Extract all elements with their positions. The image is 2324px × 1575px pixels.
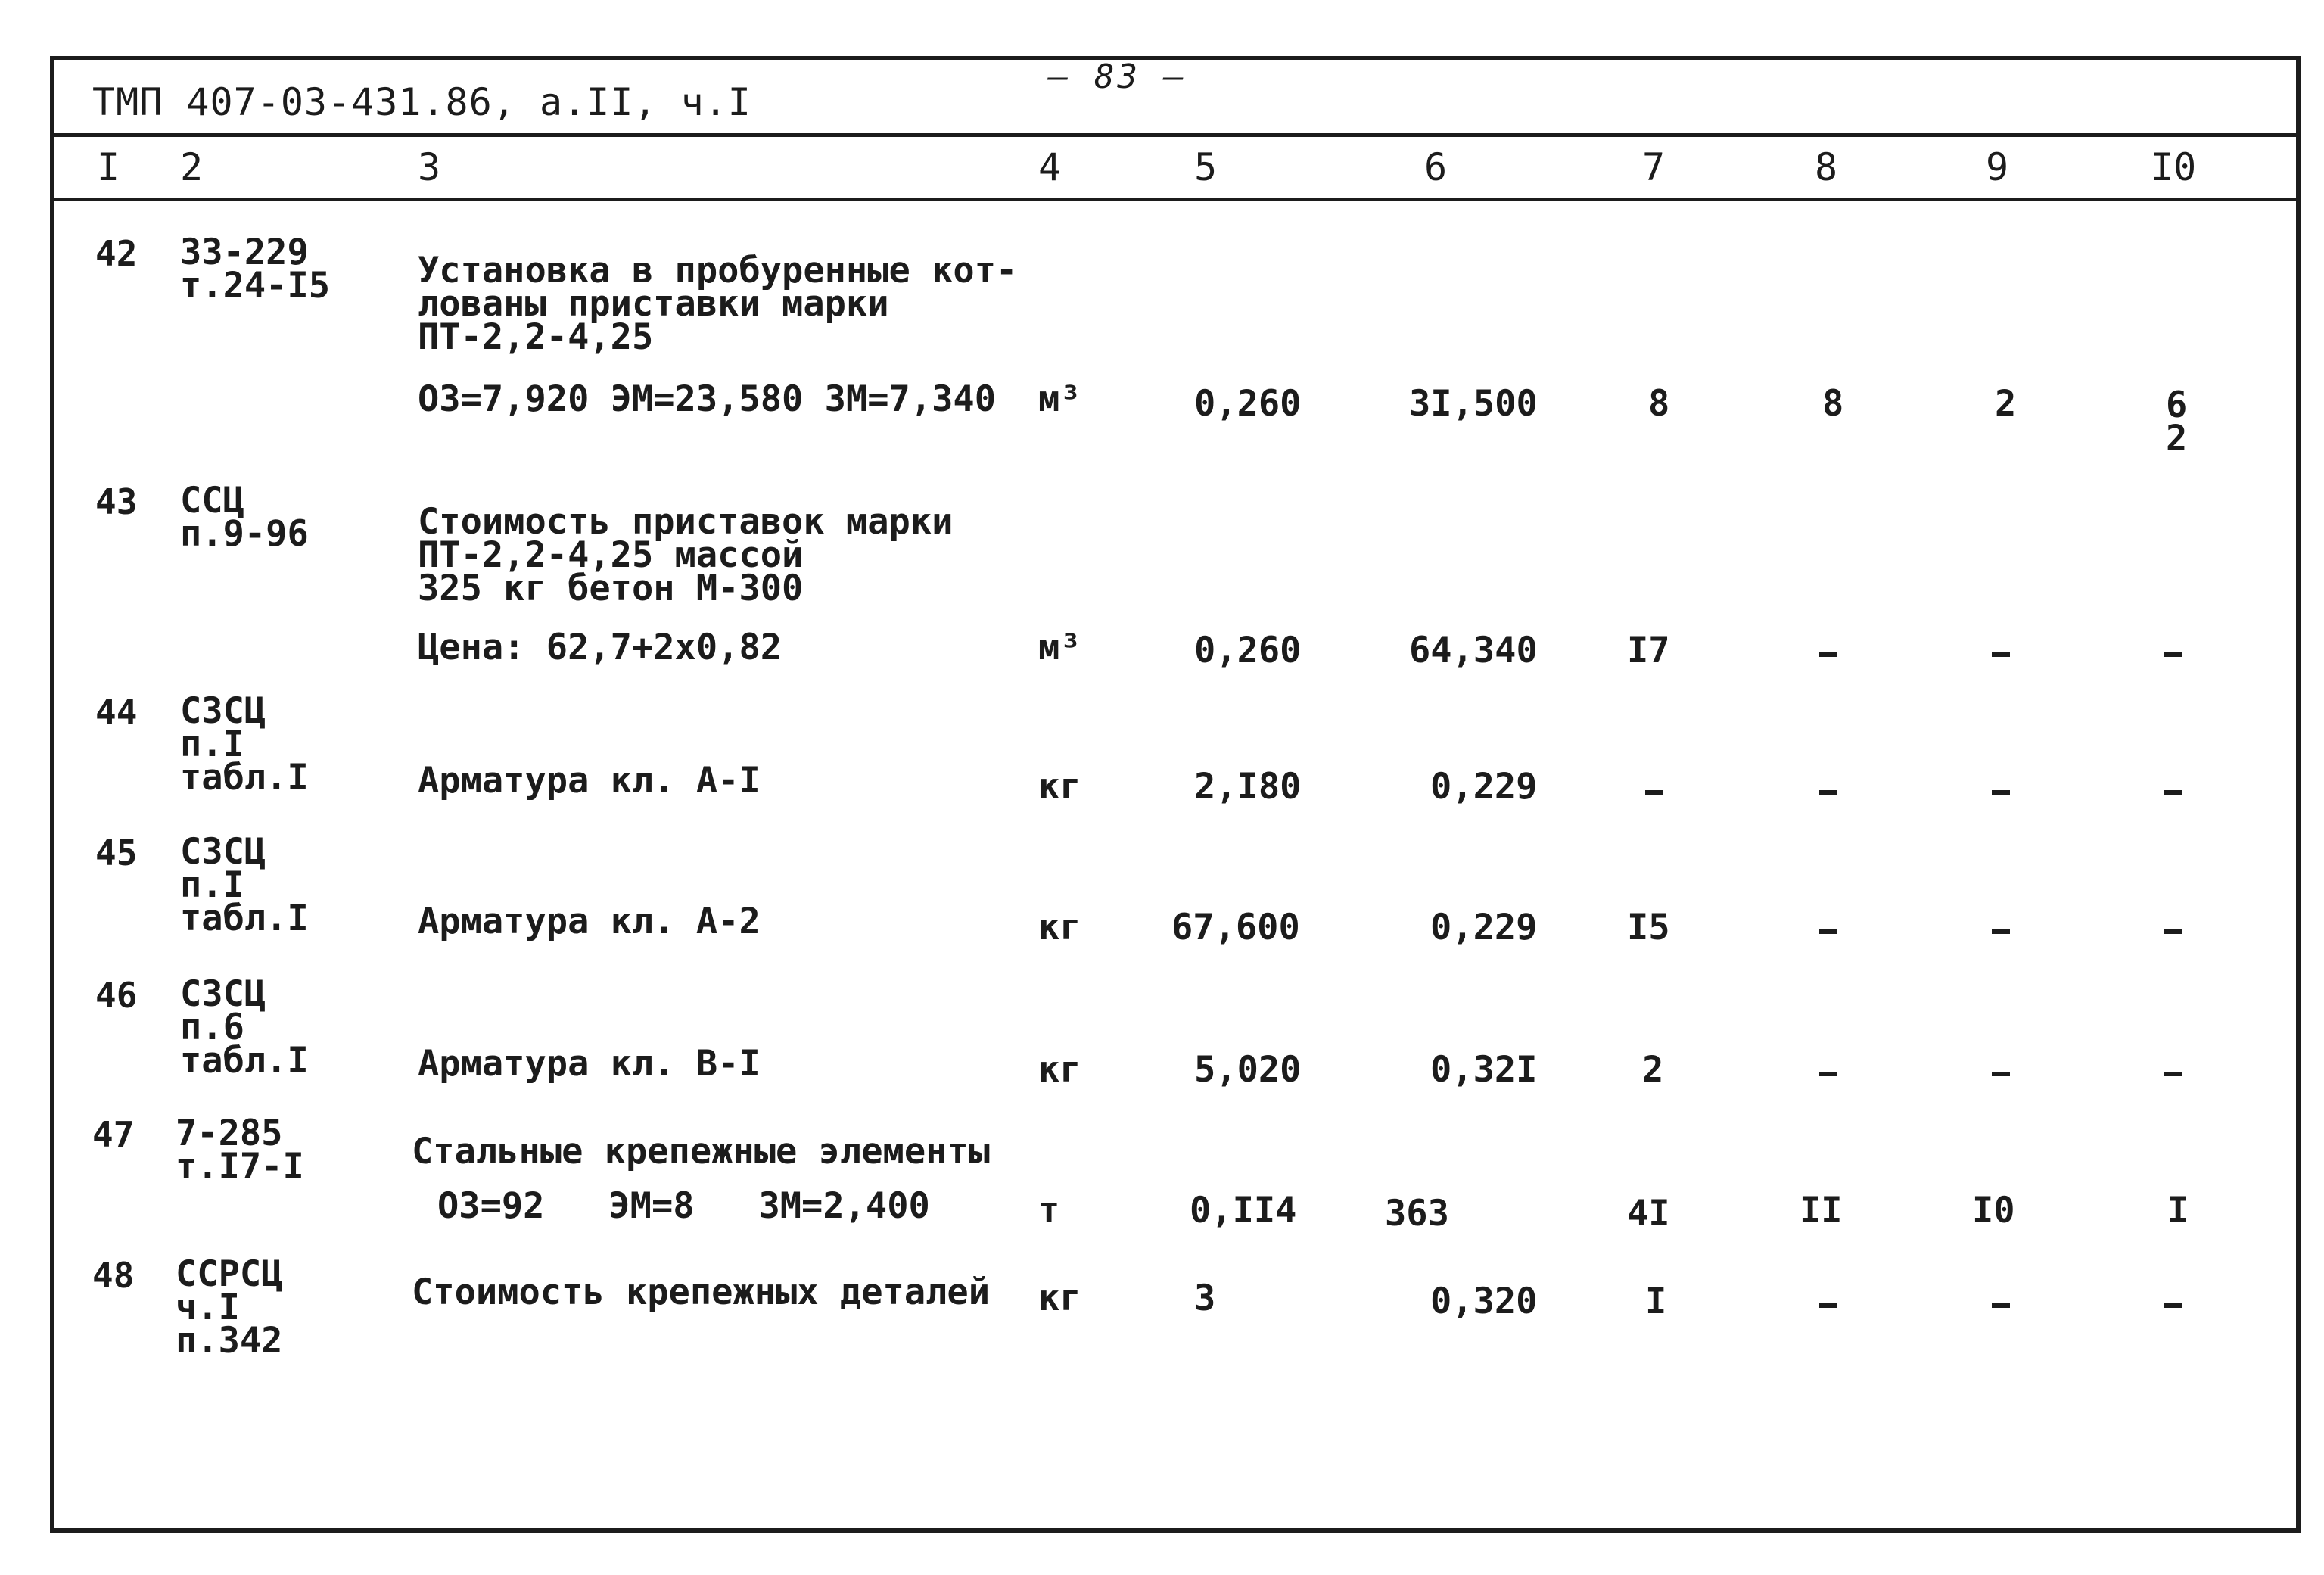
unit: кг (1038, 1278, 1081, 1319)
page-number: – 83 – (1048, 58, 1187, 96)
col9-dash (1992, 1072, 2010, 1076)
column-header-2: 2 (180, 145, 204, 189)
column-header-9: 9 (1986, 145, 2009, 189)
column-header-1: I (97, 145, 120, 189)
col7-value: 4I (1627, 1193, 1670, 1234)
col10-dash (2164, 652, 2182, 657)
unit-cost: 0,229 (1430, 766, 1538, 808)
quantity: 0,260 (1194, 383, 1302, 425)
norm-code: ССЦ п.9-96 (180, 480, 309, 555)
column-header-7: 7 (1642, 145, 1666, 189)
header-rule (50, 133, 2301, 137)
norm-code: 7-285 т.I7-I (176, 1113, 304, 1187)
unit: кг (1038, 907, 1081, 948)
col10-value: 6 2 (2166, 384, 2188, 459)
quantity: 0,260 (1194, 630, 1302, 671)
col9-dash (1992, 1303, 2010, 1308)
row-number: 43 (95, 481, 138, 522)
col9-value: I0 (1972, 1190, 2015, 1231)
column-header-3: 3 (418, 145, 441, 189)
unit: кг (1038, 766, 1081, 808)
calculation-note: ОЗ=92 ЭМ=8 ЗМ=2,400 (437, 1185, 930, 1227)
calculation-note: ОЗ=7,920 ЭМ=23,580 ЗМ=7,340 (418, 378, 997, 420)
column-header-4: 4 (1038, 145, 1062, 189)
work-description: Арматура кл. В-I (418, 1043, 761, 1085)
row-number: 47 (92, 1114, 135, 1155)
col10-dash (2164, 1303, 2182, 1308)
col10-dash (2164, 929, 2182, 934)
quantity: 0,II4 (1190, 1190, 1297, 1231)
row-number: 44 (95, 692, 138, 733)
norm-code: ССРСЦ ч.I п.342 (176, 1253, 283, 1362)
work-description: Установка в пробуренные кот- лованы приставки марки ПТ-2,2-4,25 (418, 250, 1018, 358)
column-header-rule (50, 198, 2301, 201)
unit: кг (1038, 1049, 1081, 1091)
work-description: Стоимость приставок марки ПТ-2,2-4,25 массой 325 кг бетон М-300 (418, 501, 954, 609)
quantity: 2,I80 (1194, 766, 1302, 808)
col10-value: I (2167, 1190, 2189, 1231)
col7-dash (1645, 790, 1663, 795)
col8-dash (1819, 652, 1837, 657)
work-description: Стальные крепежные элементы (412, 1131, 991, 1172)
column-header-5: 5 (1194, 145, 1218, 189)
col10-dash (2164, 1072, 2182, 1076)
row-number: 42 (95, 233, 138, 274)
norm-code: 33-229 т.24-I5 (180, 232, 331, 307)
row-number: 48 (92, 1255, 135, 1296)
col7-value: I5 (1627, 907, 1670, 948)
unit-cost: 0,32I (1430, 1049, 1538, 1091)
col9-dash (1992, 790, 2010, 795)
unit: м³ (1038, 627, 1081, 668)
unit-cost: 3I,500 (1409, 383, 1538, 425)
col8-dash (1819, 1303, 1837, 1308)
col9-dash (1992, 929, 2010, 934)
col8-dash (1819, 1072, 1837, 1076)
column-header-6: 6 (1424, 145, 1448, 189)
unit-cost: 363 (1385, 1193, 1449, 1234)
unit: м³ (1038, 378, 1081, 420)
col9-dash (1992, 652, 2010, 657)
quantity: 67,600 (1171, 907, 1300, 948)
document-code: ТМП 407-03-431.86, а.II, ч.I (92, 80, 751, 124)
col10-dash (2164, 790, 2182, 795)
col8-value: II (1800, 1190, 1843, 1231)
row-number: 46 (95, 975, 138, 1016)
unit: т (1038, 1190, 1060, 1231)
norm-code: СЗСЦ п.I табл.I (180, 690, 309, 798)
document-frame (50, 56, 2301, 1533)
unit-cost: 0,320 (1430, 1281, 1538, 1322)
work-description: Арматура кл. А-I (418, 760, 761, 802)
col8-dash (1819, 790, 1837, 795)
norm-code: СЗСЦ п.I табл.I (180, 831, 309, 939)
col7-value: 8 (1648, 383, 1670, 425)
unit-cost: 0,229 (1430, 907, 1538, 948)
row-number: 45 (95, 833, 138, 873)
column-header-8: 8 (1815, 145, 1838, 189)
unit-cost: 64,340 (1409, 630, 1538, 671)
calculation-note: Цена: 62,7+2х0,82 (418, 627, 782, 668)
col7-value: I7 (1627, 630, 1670, 671)
column-header-10: I0 (2151, 145, 2197, 189)
col8-dash (1819, 929, 1837, 934)
work-description: Арматура кл. А-2 (418, 901, 761, 942)
col7-value: I (1645, 1281, 1667, 1322)
quantity: 5,020 (1194, 1049, 1302, 1091)
norm-code: СЗСЦ п.6 табл.I (180, 973, 309, 1082)
work-description: Стоимость крепежных деталей (412, 1272, 991, 1313)
quantity: 3 (1194, 1278, 1216, 1319)
col7-value: 2 (1642, 1049, 1664, 1091)
col8-value: 8 (1822, 383, 1844, 425)
col9-value: 2 (1995, 383, 2017, 425)
